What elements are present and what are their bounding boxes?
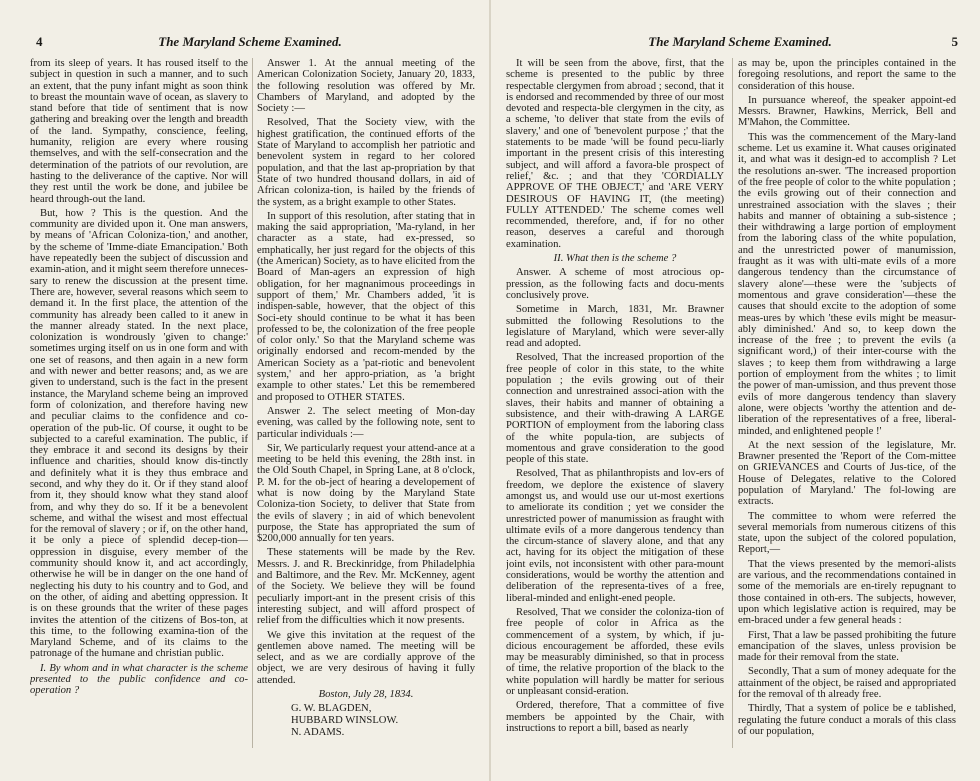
signatories: G. W. BLAGDEN, HUBBARD WINSLOW. N. ADAMS. — [291, 703, 399, 738]
paragraph: This was the commencement of the Mary-land scheme. Let us examine it. What causes originated it, and what was it design-ed to accomplish ? Let the resolutions an-swer. 'The increased proportion of the free people of color to the white population ; the evils growing out of their connection and unrestrained association with the slaves ; their habits and manner of obtaining a sub-sistence ; their withdrawing a large portion of employment from the laboring class of the white population, and the unrestricted power of manumission, fraught as it was with ulti-mate evils of a more dangerous tendency than the circumstance of slavery alone'—these were the 'subjects of momentous and grave consideration'—these the causes that should excite to the adoption of some meas-ures by which 'these evils might be measur-ably diminished.' And so, to keep down the increase of the free ; to prevent the evils (a significant word,) of their inter-course with the slaves ; to keep them from withdrawing a large portion of employment from the whites ; to limit the power of man-umission, and thus prevent those evils of more dangerous tendency than slavery alone, were objects 'worthy the attention and de-liberation of the representatives of a free, liberal-minded, and enlightened people !' — [738, 131, 956, 437]
paragraph: from its sleep of years. It has roused itself to the subject in question in such a manner, and to such an extent, that the puny infant might as soon think to breast the mountain wave of ocean, as slavery to stand before that tide of sentiment that is now gathering and breaking over the length and breadth of the land. Sympathy, conscience, feeling, humanity, religion are every where rousing themselves, and with the self-consecration and the determination of the patriots of our revolution, are hasting to the deliverance of the captive. Nor will they rest until the work be done, and jubilee be heard through-out the land. — [30, 58, 248, 205]
text-column-2 — [257, 58, 475, 778]
report-text: Secondly, That a sum of money adequate for the attainment of the object, be raised and appropriated for the removal of th already free. — [738, 666, 956, 701]
page-number: 4 — [36, 34, 43, 49]
report-text: That the views presented by the memori-alists are various, and the recommendations contained in some of the memorials are en-tirely repugnant to those contained in oth-ers. The subjects, however, upon which legislative action is required, may be em-braced under a few general heads : — [738, 558, 956, 627]
paragraph: It will be seen from the above, first, that the scheme is presented to the public by three respectable clergymen from abroad ; second, that it is endorsed and recommended by three of our most devoted and respecta-ble clergymen in the city, as a scheme, 'to deliver that state from the evils of slavery,' and one of 'benevolent purpose ;' that the statements to be made 'will be found pecu-liarly important in the present crisis of this interesting subject, and will afford a favora-ble prospect of relief,' &c. ; and that they 'CORDIALLY APPROVE OF THE OBJECT,' and 'ARE VERY DESIROUS OF HAVING IT, (the meeting) FULLY ATTENDED.' The scheme comes well recommended, therefore, and, if for no other reason, deserves a careful and thorough examination. — [506, 58, 724, 250]
paragraph: Answer 2. The select meeting of Mon-day evening, was called by the following note, sent to particular individuals :— — [257, 405, 475, 440]
report-text: The committee to whom were referred the several memorials from numerous citizens of this state, upon the subject of the colored population, Report,— — [738, 510, 956, 556]
right-page — [490, 0, 980, 781]
letter-date: Boston, July 28, 1834. — [318, 689, 414, 701]
page-number: 5 — [951, 34, 958, 49]
resolution: Resolved, That the increased proportion of the free people of color in this state, to the white population ; the evils growing out of their connection and unrestrained associ-ation with the slaves, their habits and manner of obtaining a subsistence, and their with-drawing A LARGE PORTION of employment from the laboring class of the white popula-tion, are subjects of momentous and grave consideration to the good people of this state. — [506, 352, 724, 466]
running-title: The Maryland Scheme Examined. — [158, 34, 342, 49]
paragraph: Answer 1. At the annual meeting of the American Colonization Society, January 20, 1833, the following resolution was offered by Mr. Chambers of Maryland, and adopted by the Society :— — [257, 58, 475, 115]
column-rule — [732, 58, 733, 748]
paragraph: In pursuance whereof, the speaker appoint-ed Messrs. Brawner, Hawkins, Merrick, Bell and M'Mahon, the Committee. — [738, 94, 956, 129]
letter-text: Sir, We particularly request your attend-ance at a meeting to be held this evening, the 28th inst. in the Old South Chapel, in Spring Lane, at 8 o'clock, P. M. for the ob-ject of hearing a developement of what is now doing by the Maryland State Coloniza-tion Society, to deliver that State from the evils of slavery ; in aid of which benevolent purpose, the State has appropriated the sum of $200,000 annually for ten years. — [257, 442, 475, 545]
section-question: I. By whom and in what character is the scheme presented to the public confidence and co-operation ? — [30, 662, 248, 697]
left-header — [0, 34, 490, 52]
section-question: II. What then is the scheme ? — [553, 253, 677, 265]
letter-text: These statements will be made by the Rev. Messrs. J. and R. Breckinridge, from Philadelphia and Baltimore, and the Rev. Mr. McKenney, agent of the Society. We believe they will be found peculiarly import-ant in the present crisis of this interesting subject, and will afford prospect of relief from the difficulties which it now presents. — [257, 547, 475, 627]
report-text: First, That a law be passed prohibiting the future emancipation of the slaves, unless provision be made for their removal from the state. — [738, 629, 956, 664]
report-text: Thirdly, That a system of police be e tablished, regulating the future conduct a morals of this class of our population, — [738, 703, 956, 737]
paragraph: Answer. A scheme of most atrocious op-pression, as the following facts and docu-ments conclusively prove. — [506, 267, 724, 301]
letter-text: We give this invitation at the request of the gentlemen above named. The meeting will be select, and as we are cordially approve of the object, we are very desirous of having it fully attended. — [257, 629, 475, 686]
paragraph: Sometime in March, 1831, Mr. Brawner submitted the following Resolutions to the legislature of Maryland, which were sever-ally read and adopted. — [506, 304, 724, 350]
resolution: Resolved, That as philanthropists and lov-ers of freedom, we deplore the existence of slavery amongst us, and would use our ut-most exertions to ameliorate its condition ; yet we consider the unrestricted power of manumission as fraught with ultimate evils of a more dangerous tendency than the circum-stance of slavery alone, and that any act, having for its object the mitigation of these joint evils, not inconsistent with other para-mount considerations, would be worthy the attention and deliberation of the representa-tives of a free, liberal-minded and enlight-ened people. — [506, 468, 724, 604]
resolution: Resolved, That we consider the coloniza-tion of free people of color in Africa as the commencement of a system, by which, if ju-dicious encouragement be afforded, these evils may be measurably diminished, so that in process of time, the relative proportion of the black to the white population will hardly be matter for serious or unpleasant consid-eration. — [506, 606, 724, 698]
column-rule — [252, 58, 253, 748]
paragraph: In support of this resolution, after stating that in making the said appropriation, 'Ma-ryland, in her character as a state, had ex-pressed, so emphatically, her just regard for the objects of this (the American) Society, as to have elicited from the Board of Man-agers an expression of high obligation, for her magnanimous proceedings in support of them,' Mr. Chambers added, 'it is indispen-sable, however, that the object of this Soci-ety should continue to be what it has been professed to be, the colonization of the free people of color only.' So that the Maryland scheme was originally endorsed and recom-mended by the American Society as a 'pat-riotic and benevolent system,' and her appro-priation, as 'a bright example to other states.' Let this be remembered and proposed to OTHER STATES. — [257, 210, 475, 403]
paragraph: as may be, upon the principles contained in the foregoing resolutions, and report the same to the consideration of this house. — [738, 58, 956, 92]
running-title: The Maryland Scheme Examined. — [648, 34, 832, 49]
text-column-1 — [30, 58, 248, 778]
text-column-3 — [506, 58, 724, 778]
paragraph: Ordered, therefore, That a committee of five members be appointed by the Chair, with instructions to report a bill, based as nearly — [506, 700, 724, 734]
resolution-quote: Resolved, That the Society view, with the highest gratification, the continued efforts of the State of Maryland to accomplish her patriotic and benevolent system in regard to her colored population, and that the last ap-propriation by that State of two hundred thousand dollars, in aid of African coloniza-tion, is hailed by the friends of the system, as a bright example to other States. — [257, 117, 475, 208]
paragraph: At the next session of the legislature, Mr. Brawner presented the 'Report of the Com-mittee on GRIEVANCES and Courts of Jus-tice, of the House of Delegates, relative to the Colored population of Maryland.' The fol-lowing are extracts. — [738, 439, 956, 508]
right-header — [490, 34, 980, 52]
text-column-4 — [738, 58, 956, 778]
paragraph: But, how ? This is the question. And the community are divided upon it. One man answers, by means of 'African Coloniza-tion,' and another, by the scheme of 'Imme-diate Emancipation.' Both have repeatedly been the subject of discussion and examin-ation, and it might seem therefore unneces-sary to renew the discussion at the present time. There are, however, several reasons which seem to demand it. In the first place, the attention of the community has already been called to it anew in the manner already stated. In the next place, colonization is wondrously 'given to change:' sometimes urging itself on us in one form and with one set of reasons, and then again in a new form and with newer and better reasons; and, as we are given to understand, such is the fact in the present instance, the Maryland scheme being an improved form of colonization, and therefore having new and peculiar claims to the confidence and co-operation of the pub-lic. Of course, it ought to be subjected to a careful examination. The public, if they embrace it and second its designs by their influence and charities, should know dis-tinctly and definitely what it is they thus embrace and second, and why they do it. Or if they stand aloof from it, they should know what they stand aloof from, and why they do so. If it be a benevolent scheme, and withal the wisest and most effectual for the removal of slavery ; or if, on the other hand, it be only a piece of splendid decep-tion—oppression in disguise, every member of the community should know it, and act accordingly, otherwise he will be in danger on the one hand of neglecting his duty to his country and to God, and on the other, of aiding and abetting oppression. It is on these grounds that the writer of these pages invites the attention of the citizens of Bos-ton, at this time, to the following examina-tion of the Maryland Scheme, and of its claims to the patronage of the humane and christian public. — [30, 207, 248, 660]
